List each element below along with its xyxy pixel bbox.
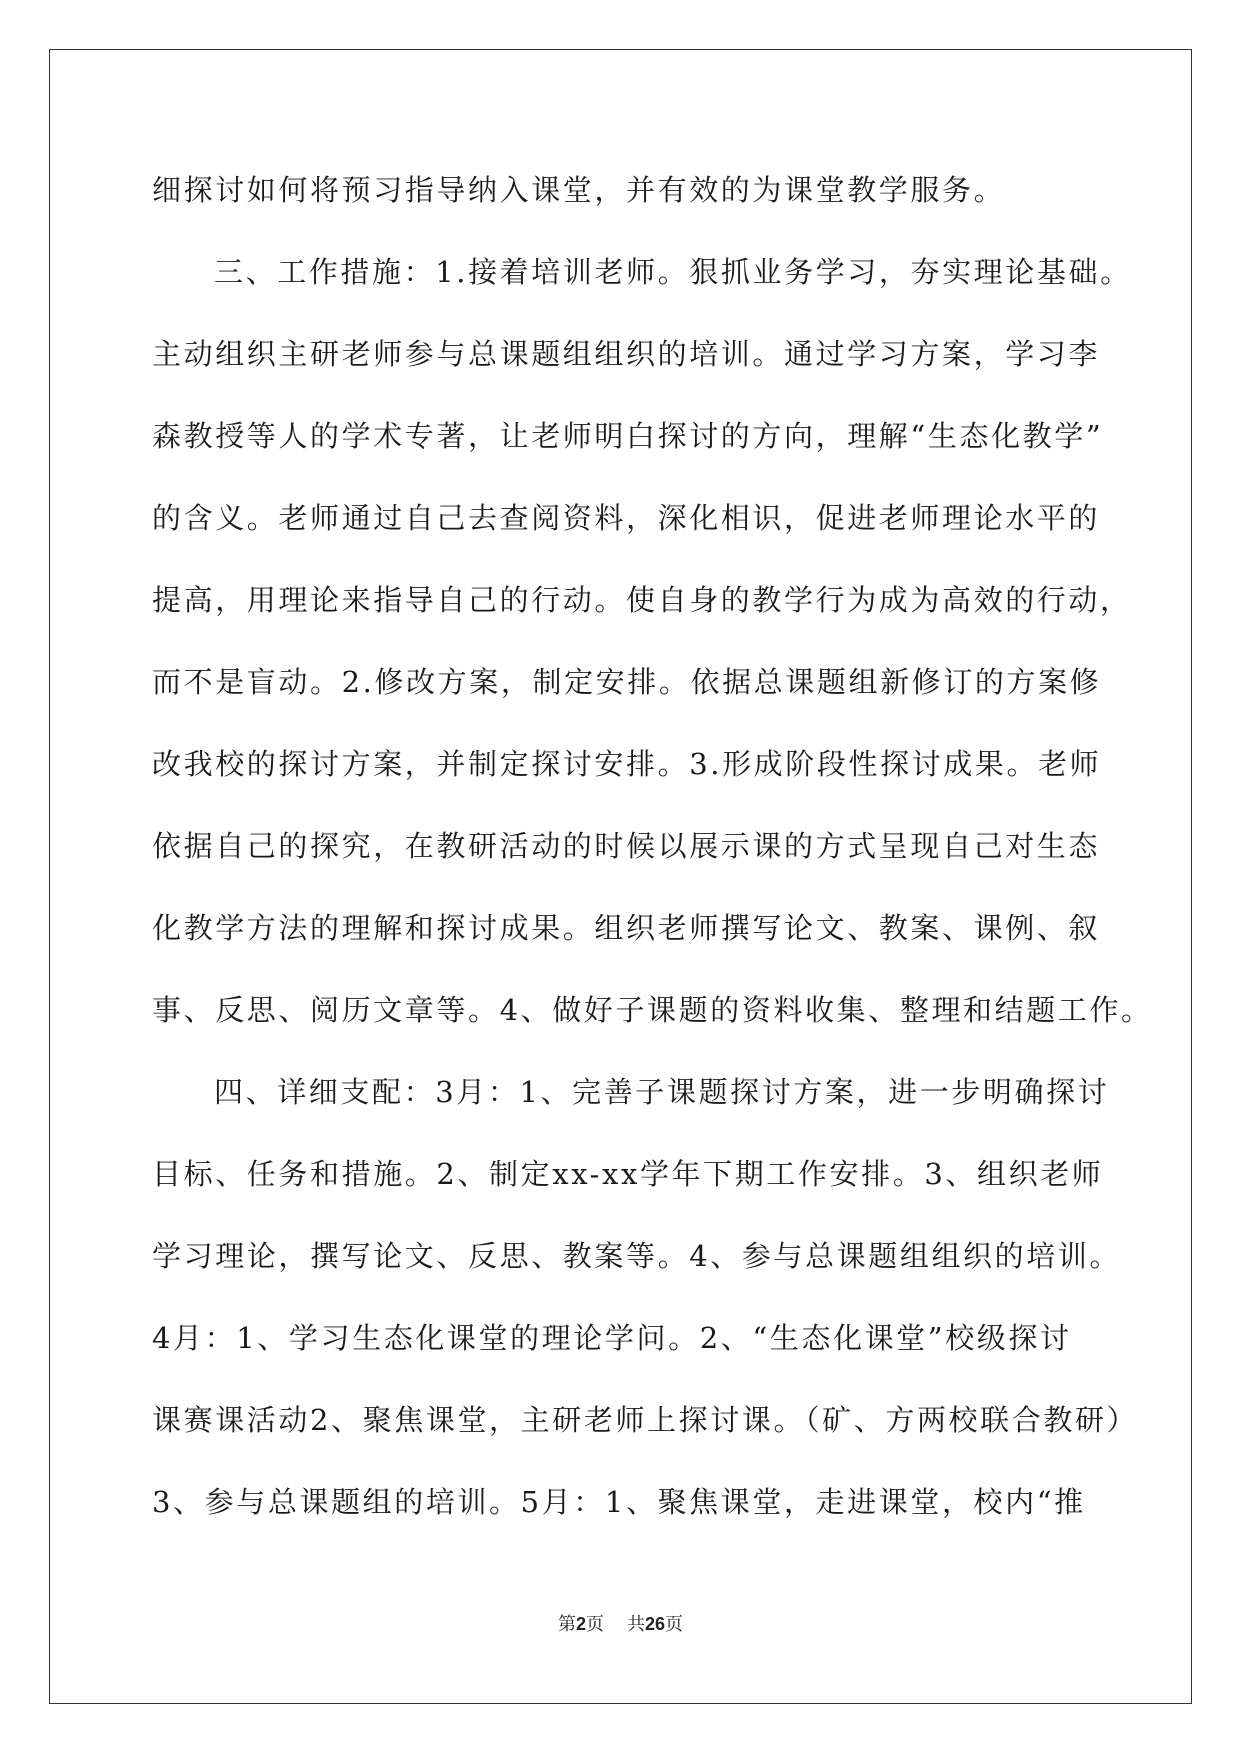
page-suffix: 页: [586, 1614, 605, 1635]
total-prefix: 共: [626, 1614, 645, 1635]
text-line: 主动组织主研老师参与总课题组组织的培训。通过学习方案，学习李: [152, 337, 1101, 371]
paragraph-start-line: 四、详细支配：3月：1、完善子课题探讨方案，进一步明确探讨: [214, 1075, 1110, 1109]
total-suffix: 页: [664, 1614, 683, 1635]
text-line: 的含义。老师通过自己去查阅资料，深化相识，促进老师理论水平的: [152, 501, 1101, 535]
page-footer: [0, 1610, 1241, 1636]
text-line: 依据自己的探究，在教研活动的时候以展示课的方式呈现自己对生态: [152, 829, 1101, 863]
text-line: 而不是盲动。2.修改方案，制定安排。依据总课题组新修订的方案修: [152, 665, 1102, 699]
text-line: 改我校的探讨方案，并制定探讨安排。3.形成阶段性探讨成果。老师: [152, 747, 1102, 781]
text-line: 4月：1、学习生态化课堂的理论学问。2、“生态化课堂”校级探讨: [152, 1321, 1072, 1355]
text-line: 提高，用理论来指导自己的行动。使自身的教学行为成为高效的行动，: [152, 583, 1132, 617]
text-line: 化教学方法的理解和探讨成果。组织老师撰写论文、教案、课例、叙: [152, 911, 1101, 945]
text-line: 学习理论，撰写论文、反思、教案等。4、参与总课题组组织的培训。: [152, 1239, 1122, 1273]
page-number: 2: [576, 1614, 587, 1634]
text-line: 目标、任务和措施。2、制定xx-xx学年下期工作安排。3、组织老师: [152, 1157, 1104, 1191]
text-line: 课赛课活动2、聚焦课堂，主研老师上探讨课。（矿、方两校联合教研）: [152, 1403, 1139, 1437]
page-prefix: 第: [558, 1614, 577, 1635]
text-line: 3、参与总课题组的培训。5月：1、聚焦课堂，走进课堂，校内“推: [152, 1485, 1086, 1519]
text-line: 细探讨如何将预习指导纳入课堂，并有效的为课堂教学服务。: [152, 173, 1006, 207]
body-text: [152, 160, 1153, 1554]
text-line: 森教授等人的学术专著，让老师明白探讨的方向，理解“生态化教学”: [152, 419, 1104, 453]
total-pages: 26: [644, 1614, 665, 1634]
text-line: 事、反思、阅历文章等。4、做好子课题的资料收集、整理和结题工作。: [152, 993, 1153, 1027]
paragraph-start-line: 三、工作措施：1.接着培训老师。狠抓业务学习，夯实理论基础。: [214, 255, 1132, 289]
